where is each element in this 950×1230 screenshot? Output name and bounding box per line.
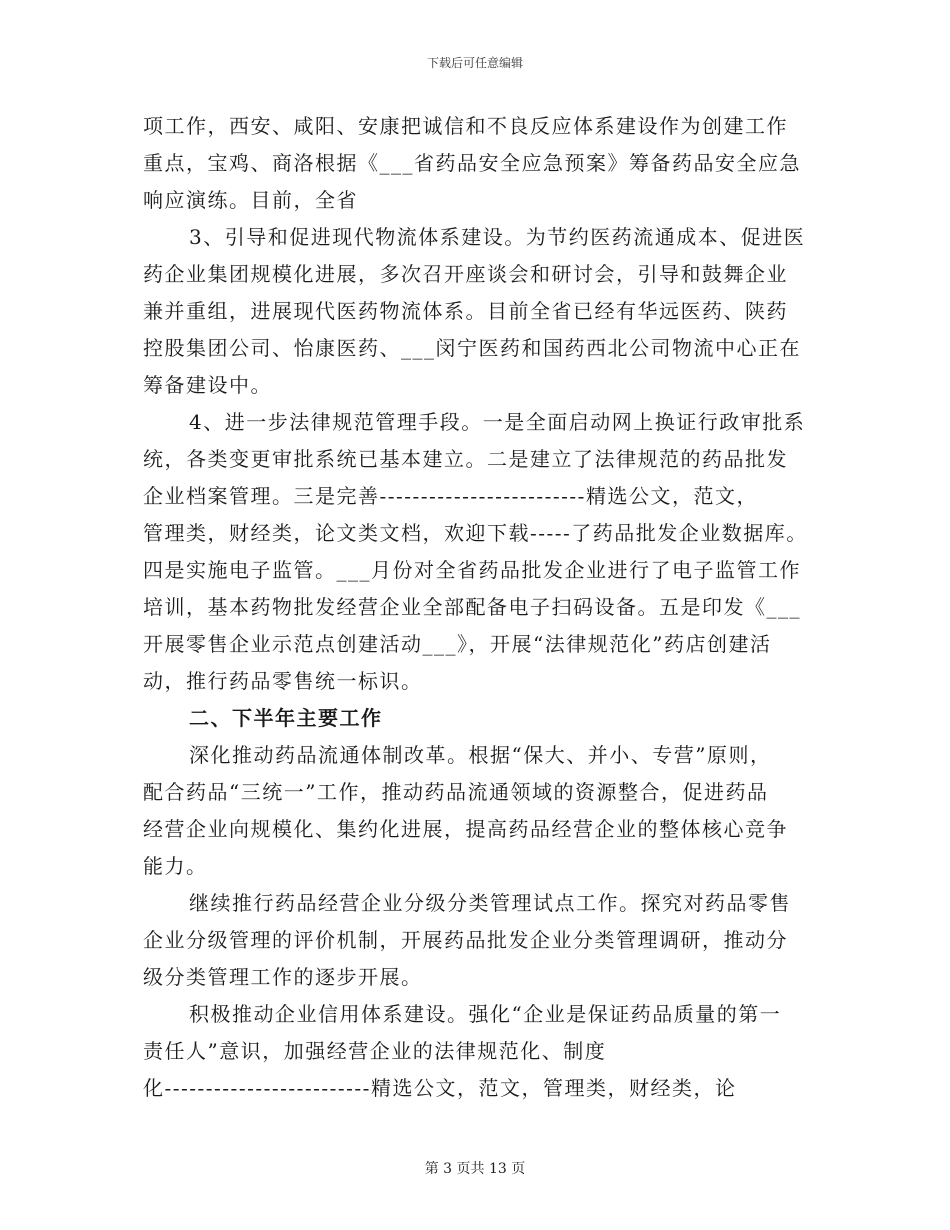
heading-text: 二、下半年主要工作: [189, 706, 383, 730]
text-line: 继续推行药品经营企业分级分类管理试点工作。探究对药品零售: [189, 891, 791, 915]
text-line: 深化推动药品流通体制改革。根据“保大、并小、专营”原则，: [189, 743, 772, 767]
text-line: 企业分级管理的评价机制，开展药品批发企业分类管理调研，推动分: [143, 928, 788, 952]
text-line: 责任人”意识，加强经营企业的法律规范化、制度: [143, 1039, 607, 1063]
text-line: 兼并重组，进展现代医药物流体系。目前全省已经有华远医药、陕药: [143, 299, 788, 323]
section-heading: [143, 700, 813, 737]
text-line: 级分类管理工作的逐步开展。: [143, 965, 423, 989]
paragraph: [143, 404, 813, 700]
paragraph: [143, 219, 813, 404]
text-line: 响应演练。目前，全省: [143, 188, 358, 212]
text-line: 管理类，财经类，论文类文档，欢迎下载-----了药品批发企业数据库。: [143, 521, 808, 545]
text-line: 药企业集团规模化进展，多次召开座谈会和研讨会，引导和鼓舞企业: [143, 262, 788, 286]
text-line: 经营企业向规模化、集约化进展，提高药品经营企业的整体核心竞争: [143, 817, 788, 841]
text-line: 项工作，西安、咸阳、安康把诚信和不良反应体系建设作为创建工作: [143, 114, 788, 138]
text-line: 能力。: [143, 854, 208, 878]
paragraph: [143, 885, 813, 996]
text-line: 重点，宝鸡、商洛根据《___省药品安全应急预案》筹备药品安全应急: [143, 151, 801, 175]
text-line: 动，推行药品零售统一标识。: [143, 669, 423, 693]
text-line: 化-------------------------精选公文，范文，管理类，财经类，论: [143, 1076, 737, 1100]
paragraph: [143, 737, 813, 885]
text-line: 统，各类变更审批系统已基本建立。二是建立了法律规范的药品批发: [143, 447, 788, 471]
page-footer: 第 3 页共 13 页: [424, 1161, 526, 1177]
text-line: 培训，基本药物批发经营企业全部配备电子扫码设备。五是印发《___: [143, 595, 801, 619]
paragraph: [143, 108, 813, 219]
text-line: 企业档案管理。三是完善-------------------------精选公文，范文，: [143, 484, 758, 508]
text-line: 4、进一步法律规范管理手段。一是全面启动网上换证行政审批系: [189, 410, 806, 434]
text-line: 开展零售企业示范点创建活动___》，开展“法律规范化”药店创建活: [143, 632, 772, 656]
page-header: 下载后可任意编辑: [426, 56, 523, 70]
text-line: 配合药品“三统一”工作，推动药品流通领域的资源整合，促进药品: [143, 780, 769, 804]
text-line: 积极推动企业信用体系建设。强化“企业是保证药品质量的第一: [189, 1002, 782, 1026]
text-line: 控股集团公司、怡康医药、___闵宁医药和国药西北公司物流中心正在: [143, 336, 801, 360]
text-line: 3、引导和促进现代物流体系建设。为节约医药流通成本、促进医: [189, 225, 806, 249]
document-body: [143, 108, 813, 1107]
text-line: 四是实施电子监管。___月份对全省药品批发企业进行了电子监管工作: [143, 558, 801, 582]
text-line: 筹备建设中。: [143, 373, 272, 397]
paragraph: [143, 996, 813, 1107]
